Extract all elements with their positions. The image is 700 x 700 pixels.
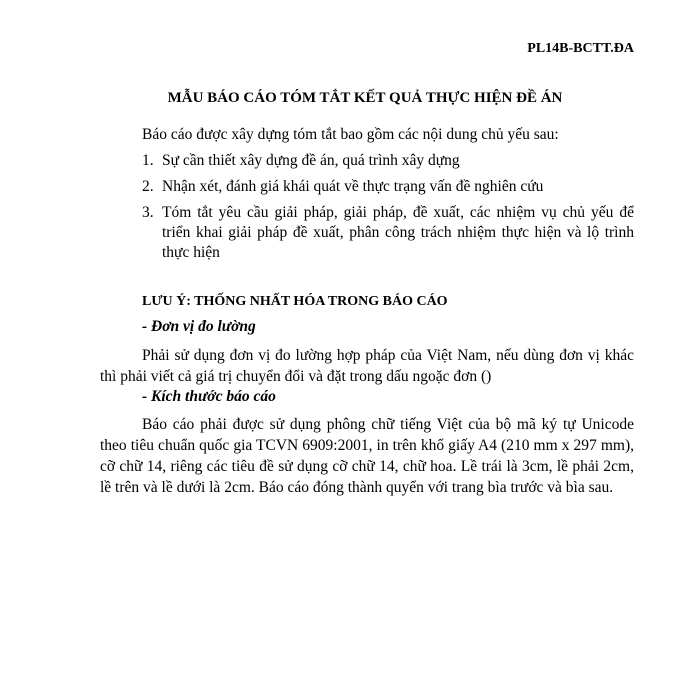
unit-paragraph: Phải sử dụng đơn vị đo lường hợp pháp của Việt Nam, nếu dùng đơn vị khác thì phải viết cả giá trị chuyển đổi và đặt trong dấu ngoặc đơn () — [100, 347, 634, 385]
unit-heading: - Đơn vị đo lường — [142, 318, 256, 335]
list-item-text: Tóm tắt yêu cầu giải pháp, giải pháp, đề xuất, các nhiệm vụ chủ yếu để triển khai giải pháp đề xuất, phân công trách nhiệm thực hiện và lộ trình thực hiện — [162, 204, 634, 261]
list-item-number: 1. — [142, 152, 154, 169]
size-heading: - Kích thước báo cáo — [142, 388, 276, 405]
size-paragraph: Báo cáo phải được sử dụng phông chữ tiếng Việt của bộ mã ký tự Unicode theo tiêu chuẩn quốc gia TCVN 6909:2001, in trên khổ giấy A4 (210 mm x 297 mm), cỡ chữ 14, riêng các tiêu đề sử dụng cỡ chữ 14, chữ hoa. Lề trái là 3cm, lề phải 2cm, lề trên và lề dưới là 2cm. Báo cáo đóng thành quyển với trang bìa trước và bìa sau. — [100, 416, 634, 496]
list-item — [142, 151, 634, 171]
document-title: MẪU BÁO CÁO TÓM TẮT KẾT QUẢ THỰC HIỆN ĐỀ ÁN — [167, 90, 563, 106]
list-item-number: 3. — [142, 204, 154, 221]
list-item-text: Nhận xét, đánh giá khái quát về thực trạng vấn đề nghiên cứu — [162, 178, 544, 195]
list-item — [142, 203, 634, 263]
requirements-list — [142, 151, 634, 263]
list-item — [142, 177, 634, 197]
note-heading: LƯU Ý: THỐNG NHẤT HÓA TRONG BÁO CÁO — [142, 294, 448, 309]
list-item-number: 2. — [142, 178, 154, 195]
list-item-text: Sự cần thiết xây dựng đề án, quá trình xây dựng — [162, 152, 460, 169]
form-code: PL14B-BCTT.ĐA — [527, 41, 634, 56]
content-block — [142, 125, 634, 269]
intro-text: Báo cáo được xây dựng tóm tắt bao gồm các nội dung chủ yếu sau: — [142, 126, 559, 143]
